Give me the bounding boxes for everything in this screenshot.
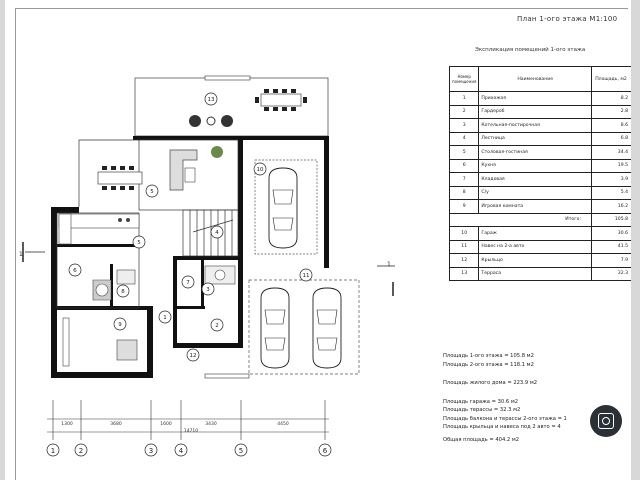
table-cell-area: 2.8 xyxy=(592,105,632,119)
play-table xyxy=(117,340,137,360)
room-tag: 12 xyxy=(189,353,197,359)
area-line: Площадь жилого дома = 223.9 м2 xyxy=(443,380,538,386)
table-cell-name: Котельная-постирочная xyxy=(479,119,592,133)
area-summary xyxy=(443,352,567,444)
table-cell-area: 5.4 xyxy=(592,186,632,200)
car-carport-1 xyxy=(261,288,289,368)
room-tag: 11 xyxy=(302,273,310,279)
table-cell-num: 6 xyxy=(450,159,479,173)
room-tag: 5 xyxy=(137,240,141,246)
table-cell-num: 13 xyxy=(450,267,479,281)
table-cell-name: С/у xyxy=(479,186,592,200)
axis-label: 5 xyxy=(238,447,244,455)
room-tag: 4 xyxy=(215,230,219,236)
google-lens-icon xyxy=(598,413,614,429)
total-value: 105.8 xyxy=(592,213,632,227)
table-cell-name: Лестница xyxy=(479,132,592,146)
area-line: Общая площадь = 404.2 м2 xyxy=(443,436,520,443)
table-cell-name: Гараж xyxy=(479,227,592,241)
plant xyxy=(211,146,223,158)
table-cell-area: 19.5 xyxy=(592,159,632,173)
axis-label: 1 xyxy=(50,447,56,455)
area-line: Площадь крыльца и навеса под 2 авто = 4 xyxy=(443,424,561,430)
table-cell-area: 6.8 xyxy=(592,132,632,146)
stair xyxy=(183,210,238,256)
room-tag: 10 xyxy=(256,167,264,173)
floor-plan xyxy=(5,0,445,480)
table-cell-area: 16.2 xyxy=(592,200,632,214)
dining-table xyxy=(98,172,142,184)
table-cell-area: 3.9 xyxy=(592,173,632,187)
table-row xyxy=(450,240,632,254)
table-row xyxy=(450,159,632,173)
table-row xyxy=(450,254,632,268)
room-schedule-table xyxy=(449,66,631,281)
terrace-outline xyxy=(135,78,328,136)
dim-3: 1600 xyxy=(160,422,172,427)
dim-5: 4450 xyxy=(277,422,289,427)
table-cell-name: Терраса xyxy=(479,267,592,281)
table-cell-name: Столовая-гостиная xyxy=(479,146,592,160)
table-cell-area: 30.6 xyxy=(592,227,632,241)
table-cell-area: 7.9 xyxy=(592,254,632,268)
table-row xyxy=(450,105,632,119)
drawing-sheet xyxy=(5,0,631,480)
table-row xyxy=(450,227,632,241)
table-cell-name: Навес на 2-а авто xyxy=(479,240,592,254)
area-line: Площадь балкона и терассы 2-ого этажа = 1 xyxy=(443,415,567,422)
room-tag: 8 xyxy=(121,289,125,295)
table-row xyxy=(450,132,632,146)
area-line: Площадь 2-ого этажа = 118.1 м2 xyxy=(443,361,534,368)
room-tag: 9 xyxy=(118,322,122,328)
table-cell-num: 8 xyxy=(450,186,479,200)
table-cell-name: Игровая комната xyxy=(479,200,592,214)
table-cell-num: 4 xyxy=(450,132,479,146)
room-tag: 7 xyxy=(186,280,190,286)
table-cell-area: 8.6 xyxy=(592,119,632,133)
table-header: Площадь, м2 xyxy=(592,67,632,92)
dim-total: 14710 xyxy=(183,429,199,434)
room-tag: 5 xyxy=(150,189,154,195)
table-header-row xyxy=(450,67,632,92)
section-mark-right: 1 xyxy=(387,261,391,268)
scrollbar[interactable] xyxy=(632,0,640,480)
table-cell-num: 12 xyxy=(450,254,479,268)
terrace-table xyxy=(261,94,301,106)
table-cell-num: 5 xyxy=(450,146,479,160)
table-cell-name: Гардероб xyxy=(479,105,592,119)
dim-2: 3680 xyxy=(110,422,122,427)
table-row xyxy=(450,92,632,106)
google-lens-button[interactable] xyxy=(590,405,622,437)
total-label: Итого: xyxy=(450,213,592,227)
table-cell-num: 1 xyxy=(450,92,479,106)
room-tag: 13 xyxy=(207,97,215,103)
axis-label: 4 xyxy=(178,447,184,455)
table-row xyxy=(450,186,632,200)
area-line: Площадь терассы = 32.3 м2 xyxy=(443,407,521,413)
table-cell-name: Прихожая xyxy=(479,92,592,106)
table-caption: Экспликация помещений 1-ого этажа xyxy=(475,47,586,53)
table-cell-num: 10 xyxy=(450,227,479,241)
area-line: Площадь 1-ого этажа = 105.8 м2 xyxy=(443,353,534,359)
table-cell-num: 7 xyxy=(450,173,479,187)
table-cell-name: Кухня xyxy=(479,159,592,173)
table-cell-area: 8.2 xyxy=(592,92,632,106)
table-header: Номер помещения xyxy=(450,67,479,92)
table-total-row xyxy=(450,213,632,227)
axis-label: 6 xyxy=(322,447,328,455)
axis-label: 2 xyxy=(78,447,84,455)
table-cell-name: Крыльцо xyxy=(479,254,592,268)
dim-1: 1300 xyxy=(61,422,73,427)
table-row xyxy=(450,146,632,160)
sheet-title: План 1-ого этажа М1:100 xyxy=(517,15,618,23)
table-cell-num: 2 xyxy=(450,105,479,119)
terrace-lounge xyxy=(189,115,233,127)
table-cell-area: 34.4 xyxy=(592,146,632,160)
table-cell-num: 9 xyxy=(450,200,479,214)
car-carport-2 xyxy=(313,288,341,368)
room-tag: 6 xyxy=(73,268,77,274)
table-row xyxy=(450,173,632,187)
dim-4: 3430 xyxy=(205,422,217,427)
room-tag: 3 xyxy=(206,287,210,293)
table-cell-area: 32.3 xyxy=(592,267,632,281)
table-cell-num: 11 xyxy=(450,240,479,254)
table-header: Наименование xyxy=(479,67,592,92)
area-line: Площадь гаража = 30.6 м2 xyxy=(443,398,519,405)
room-tag: 2 xyxy=(215,323,219,329)
table-row xyxy=(450,200,632,214)
room-tag: 1 xyxy=(163,315,167,321)
section-mark-left: 1 xyxy=(19,251,23,258)
table-cell-name: Кладовая xyxy=(479,173,592,187)
table-row xyxy=(450,267,632,281)
table-row xyxy=(450,119,632,133)
car-garage xyxy=(269,168,297,248)
axis-label: 3 xyxy=(148,447,154,455)
table-cell-area: 41.5 xyxy=(592,240,632,254)
table-cell-num: 3 xyxy=(450,119,479,133)
